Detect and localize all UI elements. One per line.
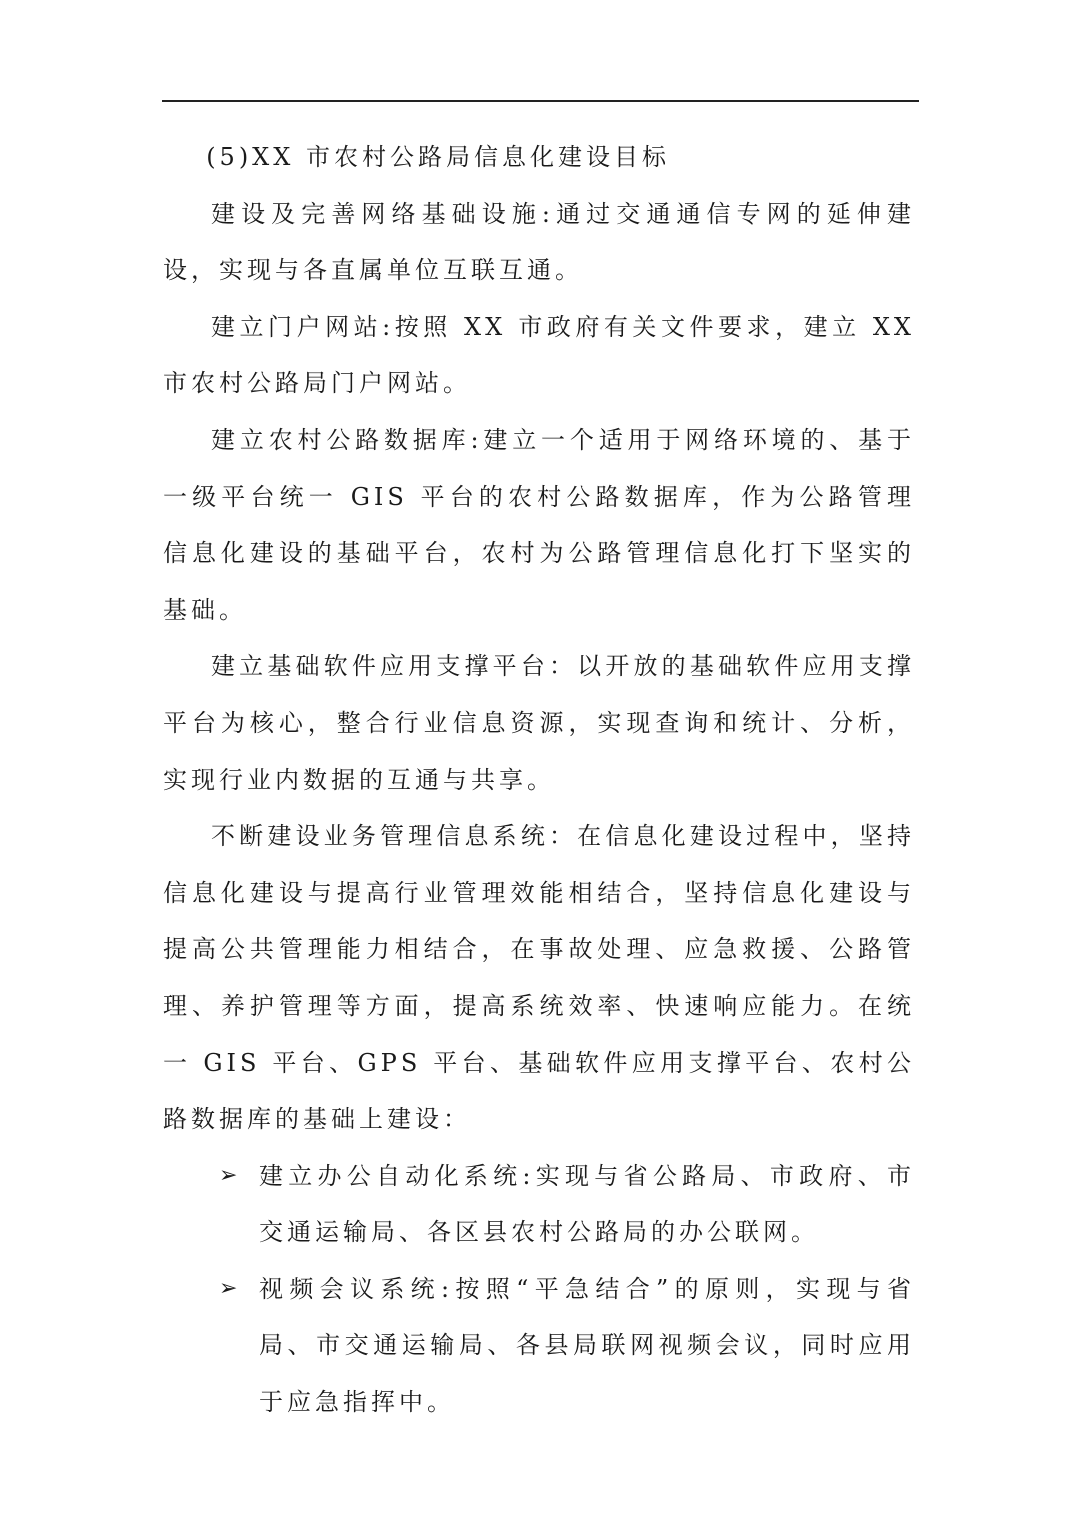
list-item-text: 视频会议系统:按照“平急结合”的原则，实现与省局、市交通运输局、各县局联网视频会议，同时应用于应急指挥中。 xyxy=(259,1274,915,1417)
paragraph-network-infrastructure: 建设及完善网络基础设施:通过交通通信专网的延伸建设，实现与各直属单位互联互通。 xyxy=(163,199,915,285)
paragraph-road-database: 建立农村公路数据库:建立一个适用于网络环境的、基于一级平台统一 GIS 平台的农村公路数据库，作为公路管理信息化建设的基础平台，农村为公路管理信息化打下坚实的基础。 xyxy=(163,425,915,624)
list-item-text: 建立办公自动化系统:实现与省公路局、市政府、市交通运输局、各区县农村公路局的办公联网。 xyxy=(259,1161,915,1247)
arrow-bullet-icon: ➢ xyxy=(219,1275,238,1301)
header-rule xyxy=(162,100,919,102)
paragraph-portal-website: 建立门户网站:按照 XX 市政府有关文件要求，建立 XX 市农村公路局门户网站。 xyxy=(163,312,915,398)
arrow-bullet-icon: ➢ xyxy=(219,1162,238,1188)
list-item-video-conference xyxy=(163,1261,915,1431)
paragraph-support-platform: 建立基础软件应用支撑平台：以开放的基础软件应用支撑平台为核心，整合行业信息资源，实现查询和统计、分析，实现行业内数据的互通与共享。 xyxy=(163,652,915,794)
bullet-list xyxy=(163,1148,915,1431)
list-item-office-automation xyxy=(163,1148,915,1261)
paragraph-business-systems: 不断建设业务管理信息系统：在信息化建设过程中，坚持信息化建设与提高行业管理效能相结合，坚持信息化建设与提高公共管理能力相结合，在事故处理、应急救援、公路管理、养护管理等方面，提高系统效率、快速响应能力。在统一 GIS 平台、GPS 平台、基础软件应用支撑平台、农村公路数据库的基础上建设： xyxy=(163,822,915,1134)
section-heading: (5)XX 市农村公路局信息化建设目标 xyxy=(206,143,670,171)
document-body xyxy=(163,129,915,1431)
